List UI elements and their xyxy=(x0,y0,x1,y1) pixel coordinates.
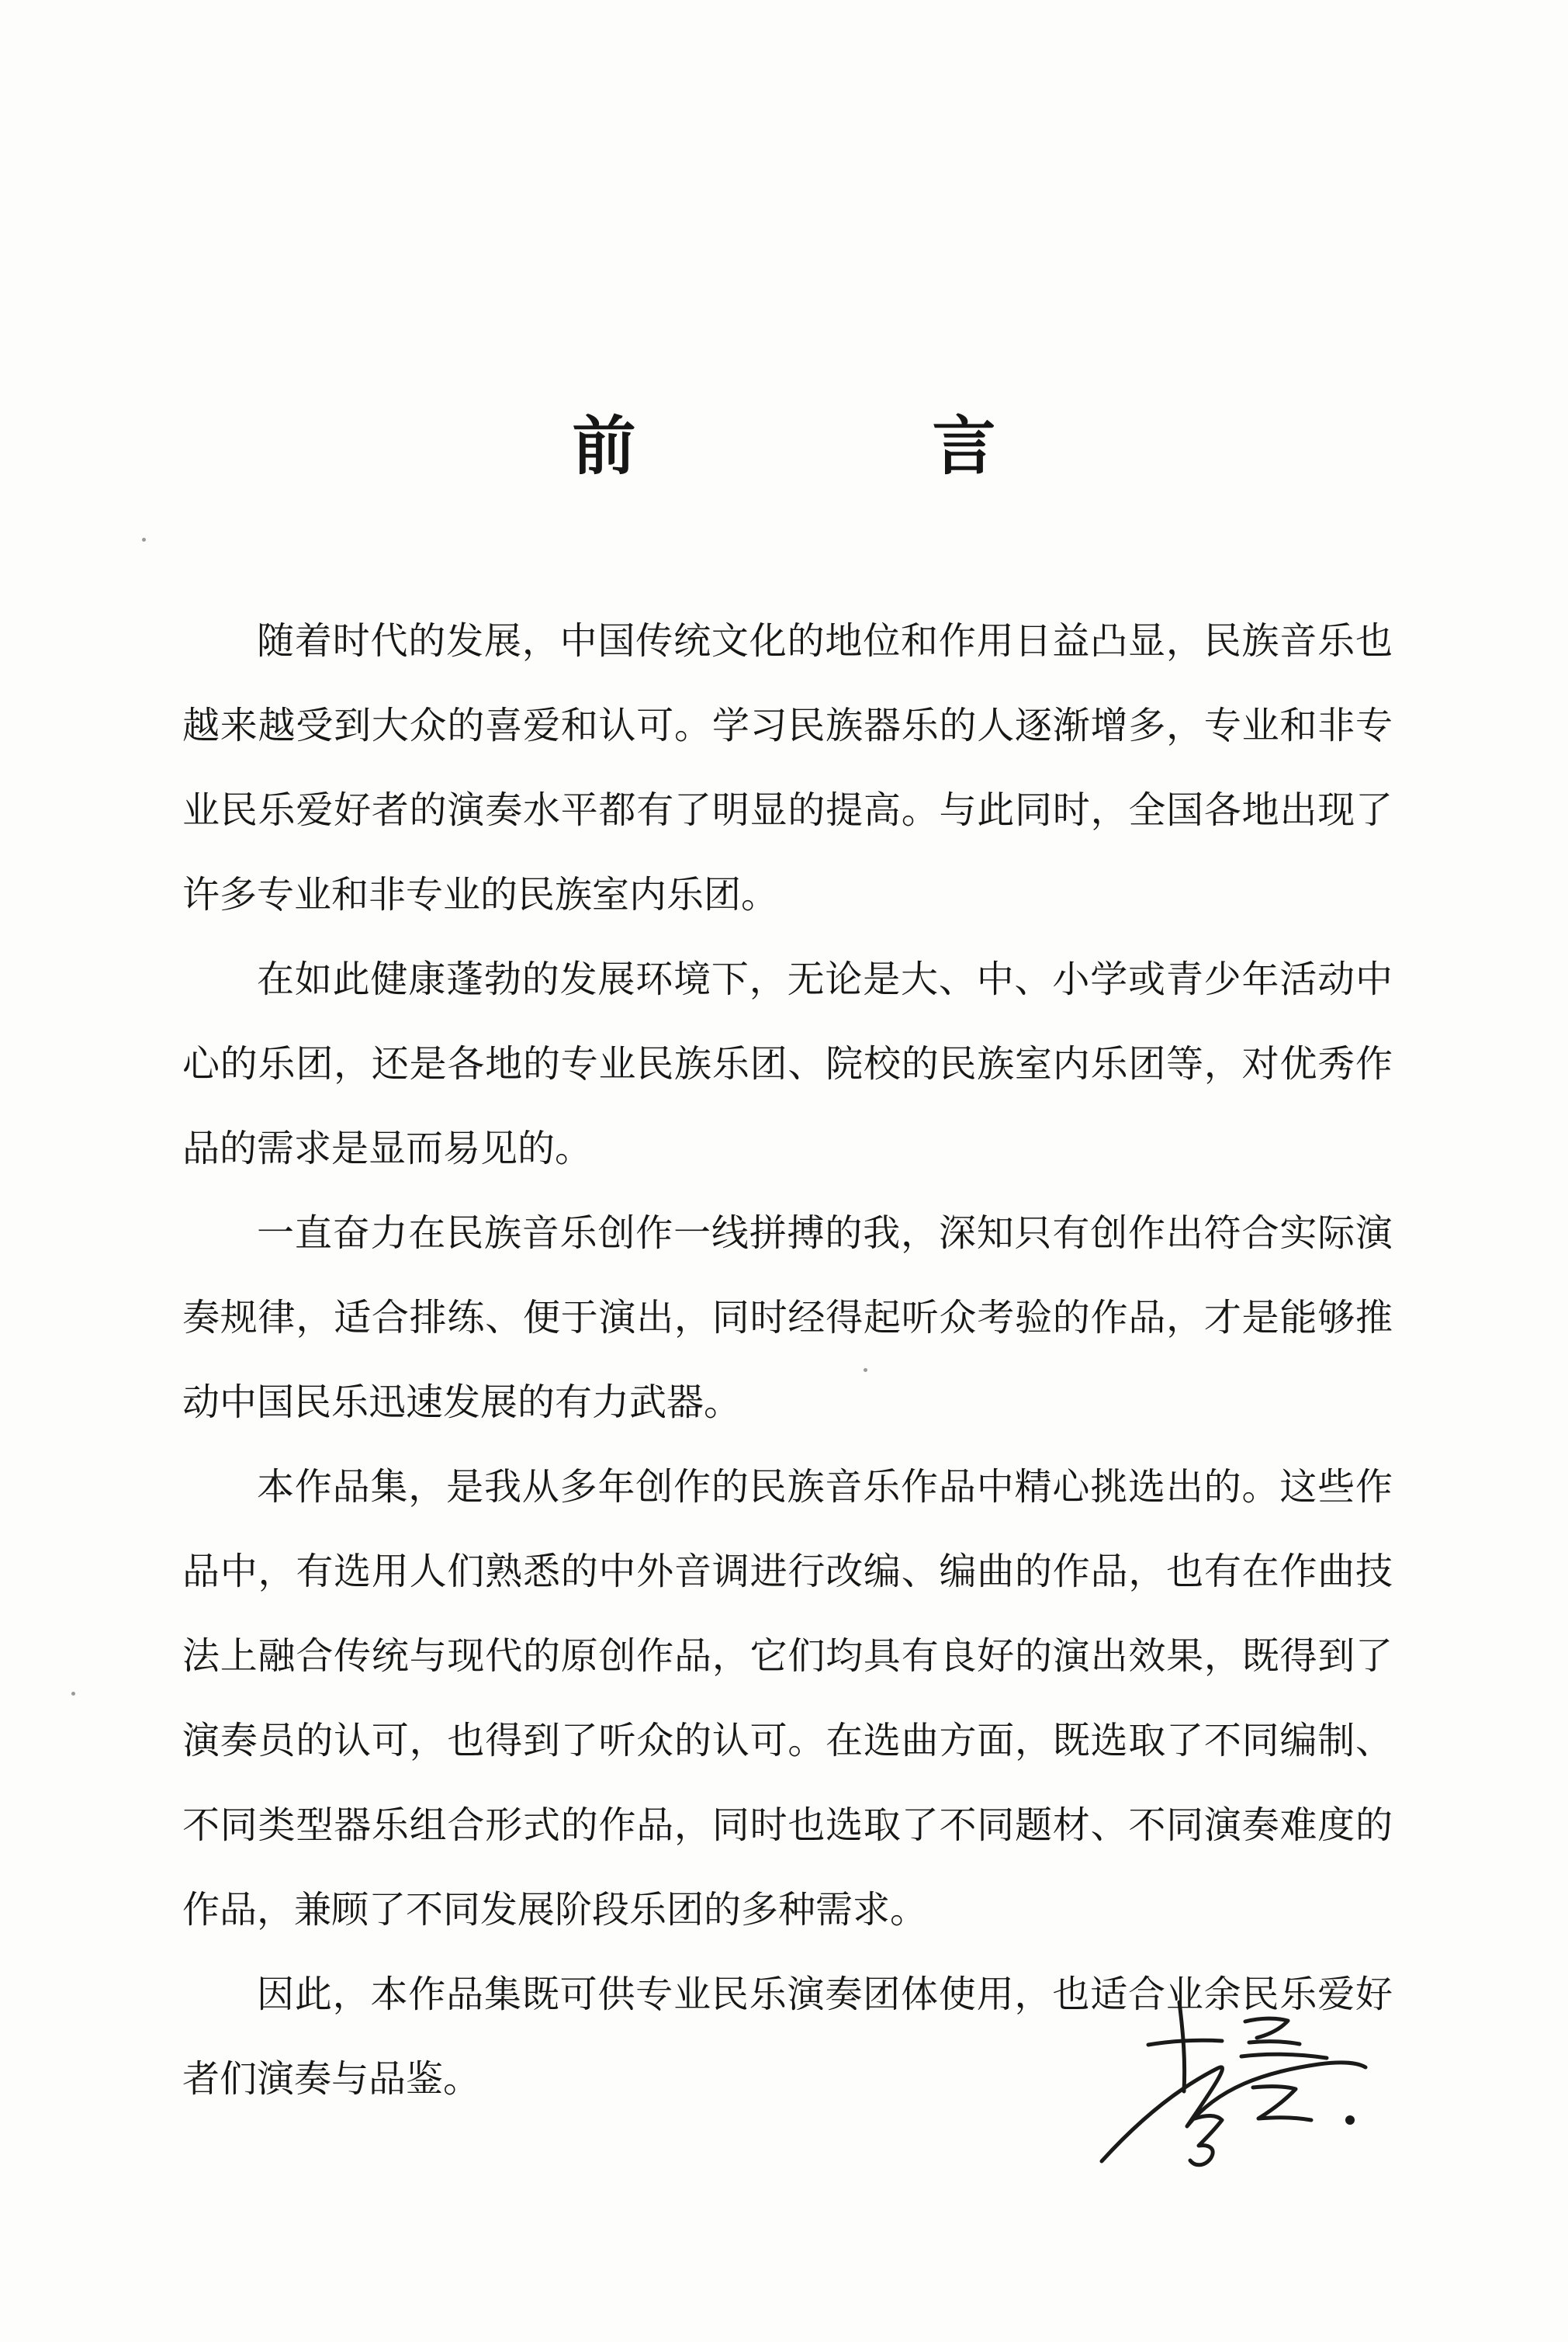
scan-speck xyxy=(142,538,146,542)
paragraph-3: 一直奋力在民族音乐创作一线拼搏的我，深知只有创作出符合实际演奏规律，适合排练、便于演出，同时经得起听众考验的作品，才是能够推动中国民乐迅速发展的有力武器。 xyxy=(182,1211,1393,1424)
scan-speck xyxy=(71,1692,75,1696)
paragraph-1: 随着时代的发展，中国传统文化的地位和作用日益凸显，民族音乐也越来越受到大众的喜爱和认可。学习民族器乐的人逐渐增多，专业和非专业民乐爱好者的演奏水平都有了明显的提高。与此同时，全国各地出现了许多专业和非专业的民族室内乐团。 xyxy=(182,619,1393,916)
paragraph-4: 本作品集，是我从多年创作的民族音乐作品中精心挑选出的。这些作品中，有选用人们熟悉的中外音调进行改编、编曲的作品，也有在作曲技法上融合传统与现代的原创作品，它们均具有良好的演出效果，既得到了演奏员的认可，也得到了听众的认可。在选曲方面，既选取了不同编制、不同类型器乐组合形式的作品，同时也选取了不同题材、不同演奏难度的作品，兼顾了不同发展阶段乐团的多种需求。 xyxy=(182,1465,1393,1931)
paragraph-2: 在如此健康蓬勃的发展环境下，无论是大、中、小学或青少年活动中心的乐团，还是各地的专业民族乐团、院校的民族室内乐团等，对优秀作品的需求是显而易见的。 xyxy=(182,958,1393,1170)
scan-speck xyxy=(864,1368,867,1372)
handwritten-signature-icon xyxy=(1086,1987,1412,2173)
paragraph-5: 因此，本作品集既可供专业民乐演奏团体使用，也适合业余民乐爱好者们演奏与品鉴。 xyxy=(182,1973,1393,2101)
preface-body xyxy=(182,599,1393,2122)
page-title: 前 言 xyxy=(572,409,1113,483)
